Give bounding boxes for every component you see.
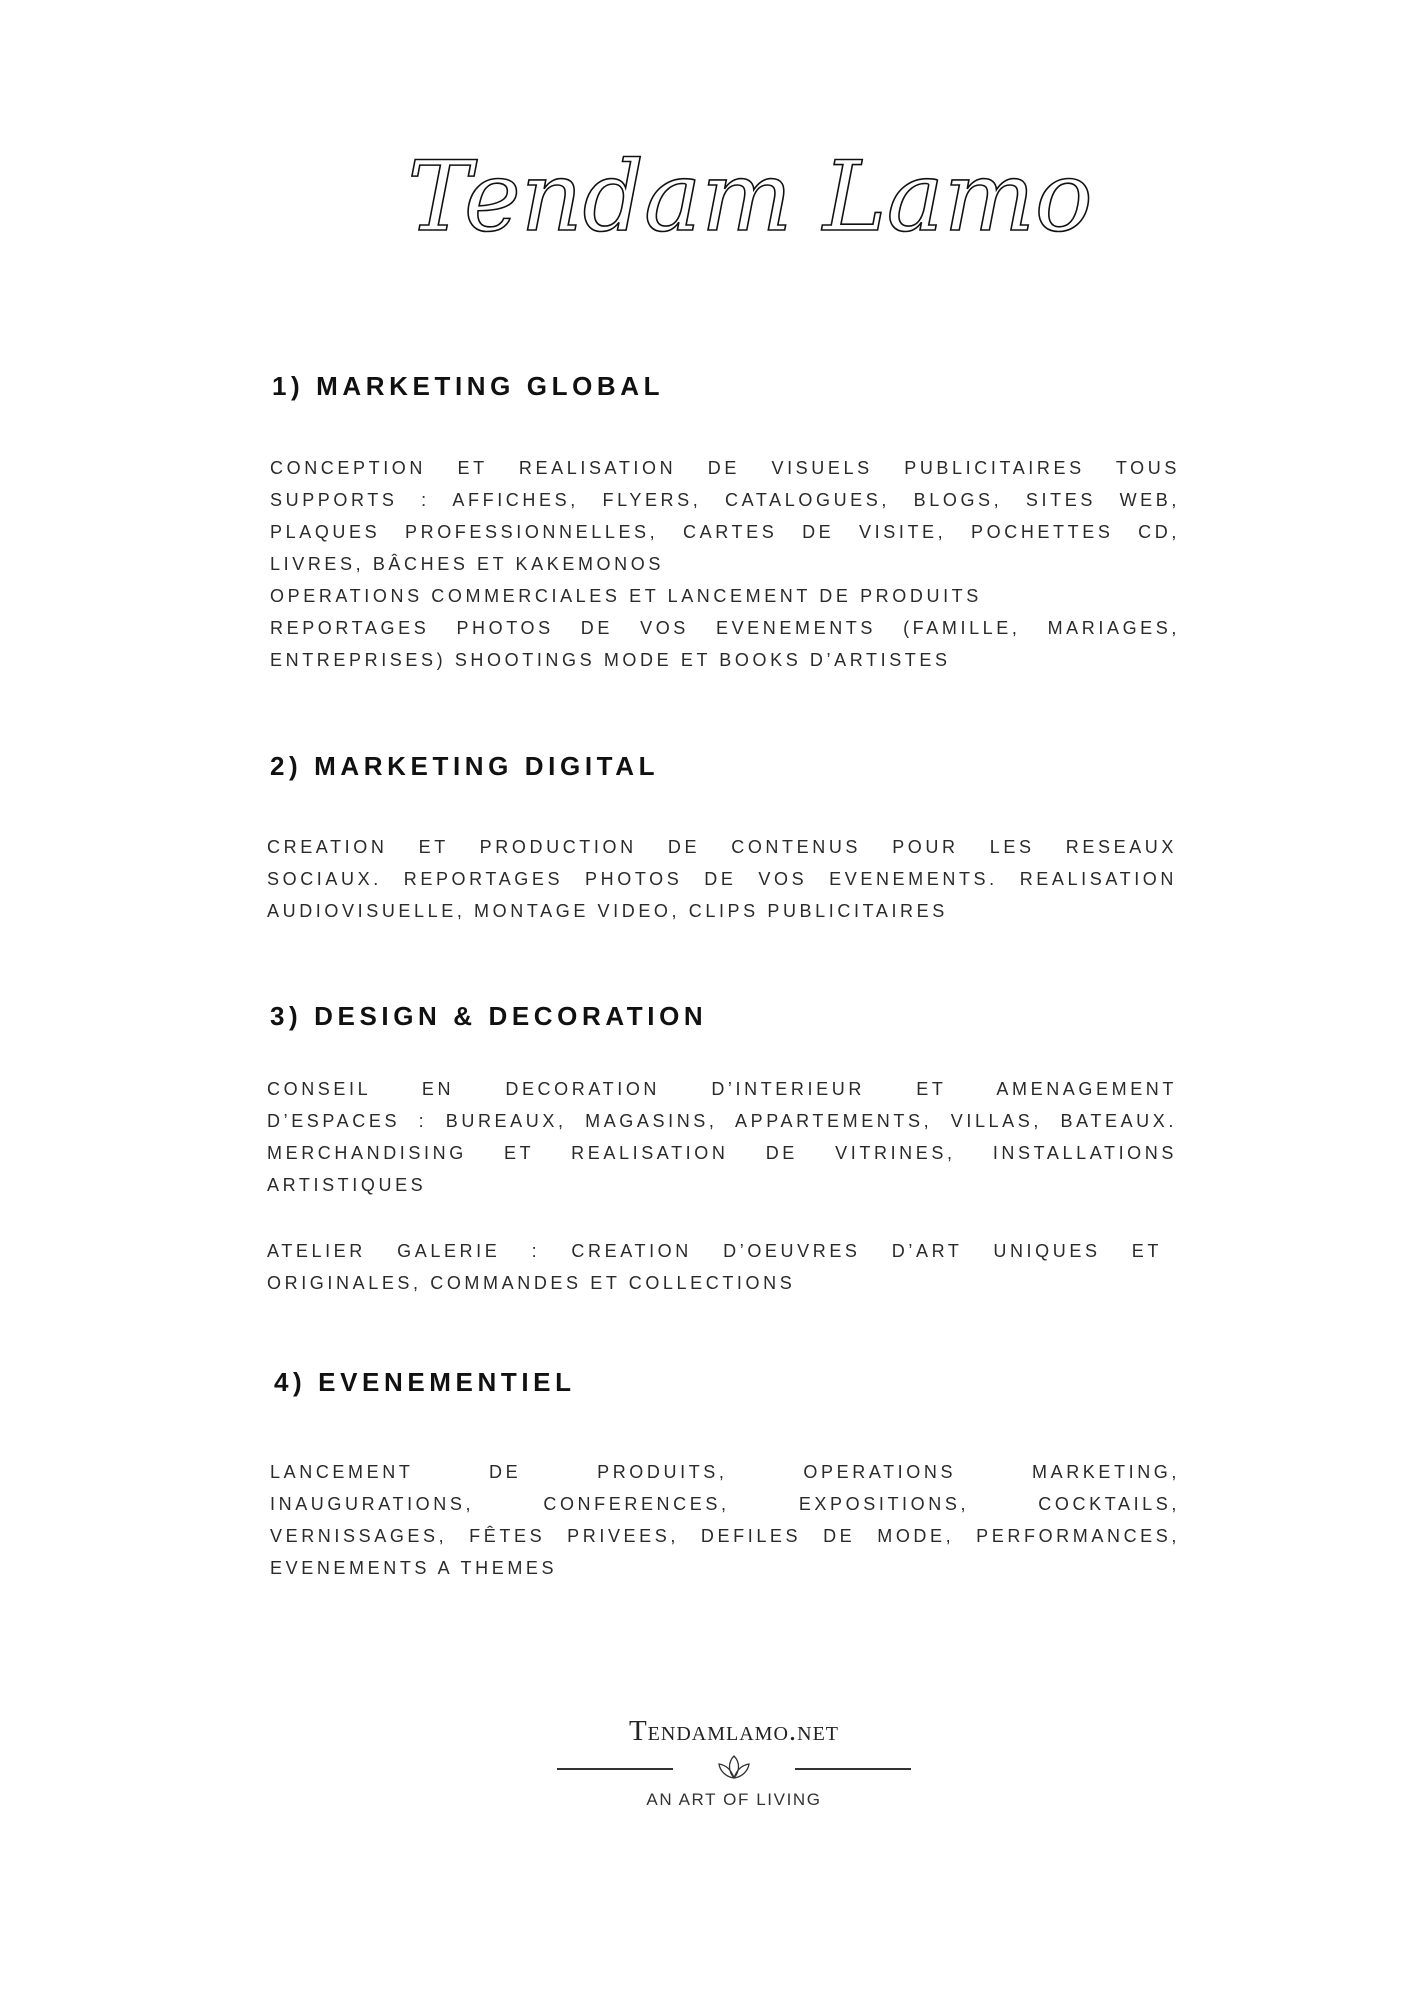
section-body xyxy=(267,1235,1162,1299)
section-title: 2) MARKETING DIGITAL xyxy=(270,751,660,781)
signature-text: Tendam Lamo xyxy=(407,141,1093,253)
body-line: ATELIER GALERIE : CREATION D’OEUVRES D’ART UNIQUES ET xyxy=(267,1241,1162,1261)
signature-logo xyxy=(407,100,1093,300)
body-line: ORIGINALES, COMMANDES ET COLLECTIONS xyxy=(267,1273,796,1293)
body-line: SOCIAUX. REPORTAGES PHOTOS DE VOS EVENEMENTS. REALISATION xyxy=(267,869,1177,889)
footer xyxy=(557,1715,911,1810)
section-title: 1) MARKETING GLOBAL xyxy=(272,371,665,401)
section-title: 4) EVENEMENTIEL xyxy=(274,1367,576,1397)
body-line: MERCHANDISING ET REALISATION DE VITRINES, INSTALLATIONS xyxy=(267,1143,1177,1163)
body-line: LIVRES, BÂCHES ET KAKEMONOS xyxy=(270,554,664,574)
tagline: AN ART OF LIVING xyxy=(646,1790,822,1809)
body-line: VERNISSAGES, FÊTES PRIVEES, DEFILES DE MODE, PERFORMANCES, xyxy=(270,1526,1180,1546)
section-title: 3) DESIGN & DECORATION xyxy=(270,1001,708,1031)
body-line: D’ESPACES : BUREAUX, MAGASINS, APPARTEMENTS, VILLAS, BATEAUX. xyxy=(267,1111,1177,1131)
body-line: EVENEMENTS A THEMES xyxy=(270,1558,558,1578)
divider xyxy=(557,1754,911,1784)
section-body xyxy=(270,452,1180,676)
body-line: OPERATIONS COMMERCIALES ET LANCEMENT DE PRODUITS xyxy=(270,586,982,606)
divider-line xyxy=(795,1768,911,1770)
body-line: LANCEMENT DE PRODUITS, OPERATIONS MARKETING, xyxy=(270,1462,1180,1482)
section-body xyxy=(267,1073,1177,1201)
body-line: CREATION ET PRODUCTION DE CONTENUS POUR LES RESEAUX xyxy=(267,837,1177,857)
body-line: INAUGURATIONS, CONFERENCES, EXPOSITIONS, COCKTAILS, xyxy=(270,1494,1180,1514)
body-line: SUPPORTS : AFFICHES, FLYERS, CATALOGUES, BLOGS, SITES WEB, xyxy=(270,490,1180,510)
lotus-icon xyxy=(714,1753,754,1786)
website-link[interactable]: Tendamlamo.net xyxy=(628,1715,840,1747)
body-line: CONCEPTION ET REALISATION DE VISUELS PUBLICITAIRES TOUS xyxy=(270,458,1180,478)
body-line: PLAQUES PROFESSIONNELLES, CARTES DE VISITE, POCHETTES CD, xyxy=(270,522,1180,542)
body-line: ARTISTIQUES xyxy=(267,1175,427,1195)
body-line: AUDIOVISUELLE, MONTAGE VIDEO, CLIPS PUBLICITAIRES xyxy=(267,901,948,921)
section-body xyxy=(270,1456,1180,1584)
section-body xyxy=(267,831,1177,927)
body-line: CONSEIL EN DECORATION D’INTERIEUR ET AMENAGEMENT xyxy=(267,1079,1177,1099)
body-line: REPORTAGES PHOTOS DE VOS EVENEMENTS (FAMILLE, MARIAGES, xyxy=(270,618,1180,638)
divider-line xyxy=(557,1768,673,1770)
body-line: ENTREPRISES) SHOOTINGS MODE ET BOOKS D’ARTISTES xyxy=(270,650,951,670)
